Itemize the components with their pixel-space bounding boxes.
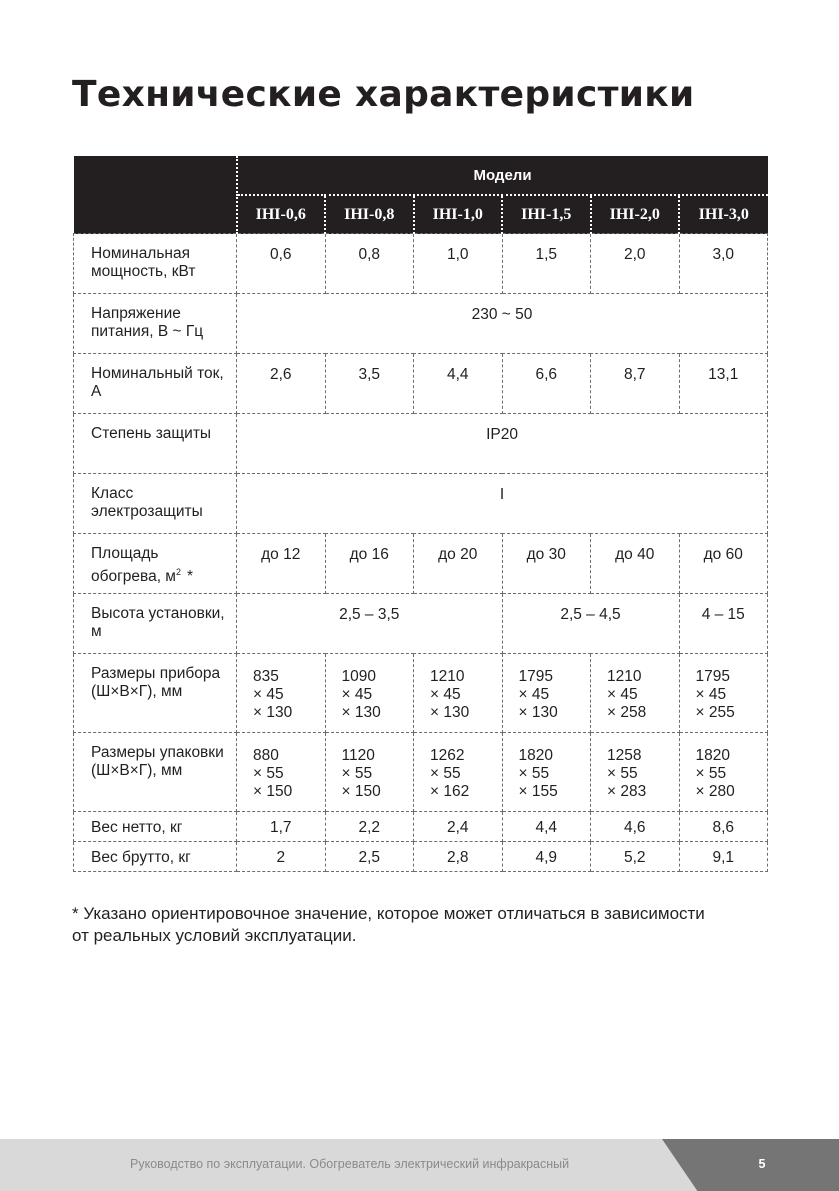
page-title: Технические характеристики: [72, 74, 695, 115]
row-label: Высота установки, м: [74, 594, 237, 654]
dim-depth: × 280: [695, 783, 735, 800]
dim-width: 1210: [607, 668, 642, 685]
row-label-text: Площадь обогрева, м: [91, 545, 176, 586]
table-cell: 0,8: [325, 234, 414, 294]
table-cell: 2,5 – 3,5: [237, 594, 503, 654]
dim-height: × 55: [430, 765, 461, 782]
table-cell: 2,2: [325, 812, 414, 842]
row-label: Вес брутто, кг: [74, 842, 237, 872]
dim-depth: × 150: [253, 783, 293, 800]
dim-depth: × 283: [607, 783, 647, 800]
table-cell: 8,6: [679, 812, 768, 842]
model-header: IHI-0,6: [237, 195, 326, 234]
header-corner: [74, 156, 237, 234]
table-row: [74, 534, 768, 594]
dim-height: × 55: [518, 765, 550, 782]
table-row: [74, 733, 768, 812]
dim-height: × 55: [607, 765, 638, 782]
dim-width: 1210: [430, 668, 465, 685]
table-cell: IP20: [237, 414, 768, 474]
models-header: Модели: [237, 156, 768, 195]
table-cell: [237, 733, 326, 812]
dim-depth: × 255: [695, 704, 735, 721]
table-cell: 2: [237, 842, 326, 872]
table-cell: [679, 733, 768, 812]
dim-height: × 55: [695, 765, 727, 782]
table-cell: 4 – 15: [679, 594, 768, 654]
footnote: * Указано ориентировочное значение, которое может отличаться в зависимости от реальных условий эксплуатации.: [72, 904, 705, 945]
row-label: Класс электрозащиты: [74, 474, 237, 534]
dim-width: 1820: [518, 747, 553, 764]
table-cell: 3,5: [325, 354, 414, 414]
table-cell: 4,4: [502, 812, 591, 842]
dim-depth: × 130: [430, 704, 470, 721]
table-cell: до 40: [591, 534, 680, 594]
table-cell: 2,6: [237, 354, 326, 414]
table-row: [74, 294, 768, 354]
table-cell: 2,4: [414, 812, 503, 842]
row-label: Номинальная мощность, кВт: [74, 234, 237, 294]
table-cell: [414, 654, 503, 733]
table-cell: [237, 654, 326, 733]
model-header: IHI-0,8: [325, 195, 414, 234]
table-cell: [591, 733, 680, 812]
dim-width: 880: [253, 747, 279, 764]
footer-text: Руководство по эксплуатации. Обогреватель электрический инфракрасный: [130, 1157, 570, 1171]
table-cell: 2,8: [414, 842, 503, 872]
table-row: [74, 354, 768, 414]
table-cell: 230 ~ 50: [237, 294, 768, 354]
dim-width: 1120: [341, 747, 375, 764]
dim-height: × 45: [430, 686, 461, 703]
table-row: [74, 654, 768, 733]
table-cell: 6,6: [502, 354, 591, 414]
footnote-marker: *: [186, 568, 194, 586]
dim-height: × 45: [341, 686, 373, 703]
dim-depth: × 130: [518, 704, 558, 721]
table-cell: 4,4: [414, 354, 503, 414]
table-cell: 1,0: [414, 234, 503, 294]
row-label: Вес нетто, кг: [74, 812, 237, 842]
model-header: IHI-2,0: [591, 195, 680, 234]
table-cell: 0,6: [237, 234, 326, 294]
table-row: [74, 594, 768, 654]
dim-depth: × 130: [253, 704, 293, 721]
superscript: 2: [175, 567, 181, 577]
table-cell: до 30: [502, 534, 591, 594]
table-cell: [325, 654, 414, 733]
table-cell: до 16: [325, 534, 414, 594]
dim-depth: × 130: [341, 704, 381, 721]
page-number: 5: [758, 1157, 766, 1171]
table-cell: 1,7: [237, 812, 326, 842]
table-cell: [679, 654, 768, 733]
specs-table: [73, 156, 768, 872]
dim-depth: × 258: [607, 704, 647, 721]
model-header: IHI-1,5: [502, 195, 591, 234]
table-row: [74, 842, 768, 872]
table-row: [74, 414, 768, 474]
table-cell: [325, 733, 414, 812]
table-cell: до 20: [414, 534, 503, 594]
table-cell: 2,5: [325, 842, 414, 872]
dim-depth: × 150: [341, 783, 381, 800]
dim-height: × 45: [695, 686, 727, 703]
dim-height: × 55: [253, 765, 284, 782]
table-cell: I: [237, 474, 768, 534]
table-cell: до 12: [237, 534, 326, 594]
dim-height: × 45: [518, 686, 550, 703]
model-header: IHI-1,0: [414, 195, 503, 234]
table-cell: 5,2: [591, 842, 680, 872]
model-header: IHI-3,0: [679, 195, 768, 234]
table-cell: [502, 733, 591, 812]
dim-width: 1258: [607, 747, 642, 764]
table-cell: 4,6: [591, 812, 680, 842]
dim-width: 835: [253, 668, 279, 685]
dim-height: × 45: [607, 686, 638, 703]
dim-depth: × 155: [518, 783, 558, 800]
row-label: Размеры прибора (Ш×В×Г), мм: [74, 654, 237, 733]
dim-height: × 45: [253, 686, 284, 703]
table-cell: [414, 733, 503, 812]
table-cell: [591, 654, 680, 733]
table-cell: 13,1: [679, 354, 768, 414]
dim-width: 1795: [518, 668, 553, 685]
table-cell: 2,0: [591, 234, 680, 294]
row-label: Размеры упаковки (Ш×В×Г), мм: [74, 733, 237, 812]
table-cell: [502, 654, 591, 733]
row-label: Напряжение питания, В ~ Гц: [74, 294, 237, 354]
table-cell: 2,5 – 4,5: [502, 594, 679, 654]
dim-width: 1820: [695, 747, 730, 764]
dim-width: 1090: [341, 668, 376, 685]
row-label: Номинальный ток, А: [74, 354, 237, 414]
table-row: [74, 474, 768, 534]
table-cell: 1,5: [502, 234, 591, 294]
dim-depth: × 162: [430, 783, 470, 800]
dim-width: 1262: [430, 747, 465, 764]
table-row: [74, 234, 768, 294]
table-cell: 4,9: [502, 842, 591, 872]
table-cell: 3,0: [679, 234, 768, 294]
table-cell: 9,1: [679, 842, 768, 872]
dim-width: 1795: [695, 668, 730, 685]
row-label: Степень защиты: [74, 414, 237, 474]
row-label: [74, 534, 237, 594]
dim-height: × 55: [341, 765, 373, 782]
table-cell: до 60: [679, 534, 768, 594]
table-row: [74, 812, 768, 842]
table-cell: 8,7: [591, 354, 680, 414]
